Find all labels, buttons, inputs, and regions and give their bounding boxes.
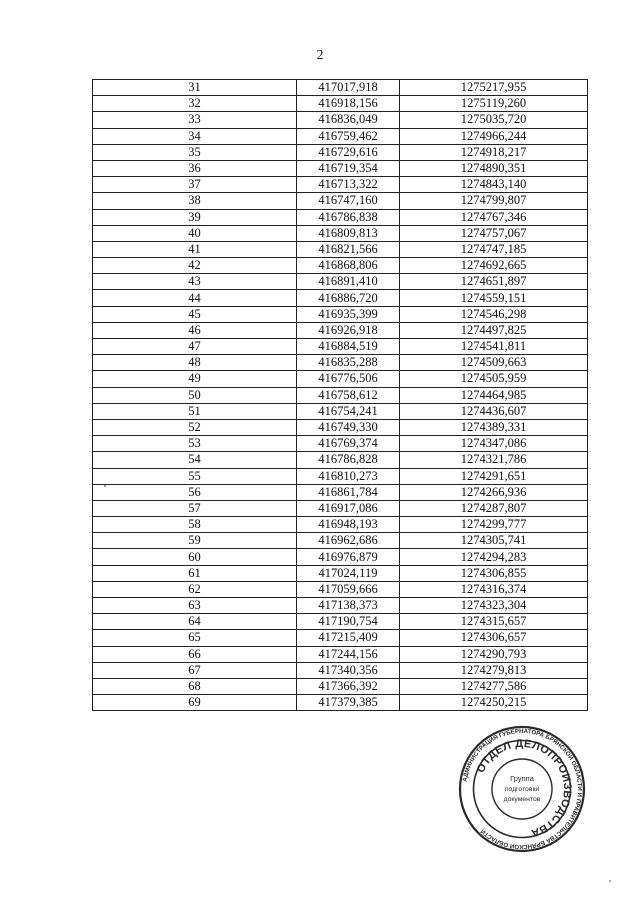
table-row: [93, 193, 588, 209]
x-coordinate-cell: 416713,322: [297, 177, 400, 193]
table-row: [93, 630, 588, 646]
point-number-cell: 68: [93, 678, 297, 694]
table-row: [93, 598, 588, 614]
table-row: [93, 419, 588, 435]
table-row: [93, 452, 588, 468]
y-coordinate-cell: 1274291,651: [400, 468, 588, 484]
x-coordinate-cell: 416810,273: [297, 468, 400, 484]
coordinates-table: [92, 79, 588, 711]
point-number-cell: 43: [93, 274, 297, 290]
x-coordinate-cell: 416758,612: [297, 387, 400, 403]
point-number-cell: 34: [93, 128, 297, 144]
coordinates-table-body: [93, 80, 588, 711]
table-row: [93, 678, 588, 694]
table-row: [93, 112, 588, 128]
point-number-cell: 52: [93, 419, 297, 435]
point-number-cell: 63: [93, 598, 297, 614]
point-number-cell: 54: [93, 452, 297, 468]
table-row: [93, 371, 588, 387]
table-row: [93, 646, 588, 662]
x-coordinate-cell: 416926,918: [297, 322, 400, 338]
y-coordinate-cell: 1274321,786: [400, 452, 588, 468]
point-number-cell: 62: [93, 581, 297, 597]
table-row: [93, 387, 588, 403]
point-number-cell: 49: [93, 371, 297, 387]
table-row: [93, 662, 588, 678]
y-coordinate-cell: 1274294,283: [400, 549, 588, 565]
y-coordinate-cell: 1274306,855: [400, 565, 588, 581]
table-row: [93, 403, 588, 419]
table-row: [93, 258, 588, 274]
table-row: [93, 290, 588, 306]
y-coordinate-cell: 1274497,825: [400, 322, 588, 338]
point-number-cell: 55: [93, 468, 297, 484]
point-number-cell: 33: [93, 112, 297, 128]
x-coordinate-cell: 416917,086: [297, 500, 400, 516]
y-coordinate-cell: 1274757,067: [400, 225, 588, 241]
point-number-cell: 64: [93, 614, 297, 630]
table-row: [93, 241, 588, 257]
point-number-cell: 59: [93, 533, 297, 549]
scan-speck: [609, 880, 611, 882]
table-row: [93, 549, 588, 565]
x-coordinate-cell: 416747,160: [297, 193, 400, 209]
y-coordinate-cell: 1274389,331: [400, 419, 588, 435]
table-row: [93, 306, 588, 322]
x-coordinate-cell: 416935,399: [297, 306, 400, 322]
x-coordinate-cell: 416868,806: [297, 258, 400, 274]
point-number-cell: 67: [93, 662, 297, 678]
y-coordinate-cell: 1274323,304: [400, 598, 588, 614]
x-coordinate-cell: 416836,049: [297, 112, 400, 128]
table-row: [93, 436, 588, 452]
x-coordinate-cell: 417017,918: [297, 80, 400, 96]
table-row: [93, 144, 588, 160]
x-coordinate-cell: 416918,156: [297, 96, 400, 112]
y-coordinate-cell: 1274277,586: [400, 678, 588, 694]
x-coordinate-cell: 416861,784: [297, 484, 400, 500]
y-coordinate-cell: 1274843,140: [400, 177, 588, 193]
stamp-center-line-3: документов: [503, 796, 541, 803]
point-number-cell: 48: [93, 355, 297, 371]
x-coordinate-cell: 417190,754: [297, 614, 400, 630]
point-number-cell: 58: [93, 517, 297, 533]
y-coordinate-cell: 1274306,657: [400, 630, 588, 646]
point-number-cell: 65: [93, 630, 297, 646]
stamp-center-line-1: Группа: [510, 774, 534, 783]
official-seal-stamp: [458, 725, 586, 853]
point-number-cell: 57: [93, 500, 297, 516]
x-coordinate-cell: 416884,519: [297, 339, 400, 355]
table-row: [93, 80, 588, 96]
point-number-cell: 40: [93, 225, 297, 241]
point-number-cell: 56: [93, 484, 297, 500]
point-number-cell: 60: [93, 549, 297, 565]
table-row: [93, 468, 588, 484]
table-row: [93, 274, 588, 290]
x-coordinate-cell: 417024,119: [297, 565, 400, 581]
table-row: [93, 128, 588, 144]
point-number-cell: 44: [93, 290, 297, 306]
point-number-cell: 38: [93, 193, 297, 209]
x-coordinate-cell: 416786,828: [297, 452, 400, 468]
stamp-outer-text: АДМИНИСТРАЦИЯ ГУБЕРНАТОРА БРЯНСКОЙ ОБЛАСТИ И ПРАВИТЕЛЬСТВА БРЯНСКОЙ ОБЛАСТИ: [461, 727, 584, 851]
y-coordinate-cell: 1274279,813: [400, 662, 588, 678]
point-number-cell: 35: [93, 144, 297, 160]
x-coordinate-cell: 416754,241: [297, 403, 400, 419]
table-row: [93, 160, 588, 176]
x-coordinate-cell: 417138,373: [297, 598, 400, 614]
x-coordinate-cell: 417366,392: [297, 678, 400, 694]
y-coordinate-cell: 1274464,985: [400, 387, 588, 403]
x-coordinate-cell: 416729,616: [297, 144, 400, 160]
table-row: [93, 565, 588, 581]
x-coordinate-cell: 416886,720: [297, 290, 400, 306]
point-number-cell: 31: [93, 80, 297, 96]
y-coordinate-cell: 1274436,607: [400, 403, 588, 419]
y-coordinate-cell: 1274692,665: [400, 258, 588, 274]
point-number-cell: 36: [93, 160, 297, 176]
table-row: [93, 225, 588, 241]
x-coordinate-cell: 417244,156: [297, 646, 400, 662]
point-number-cell: 69: [93, 695, 297, 711]
y-coordinate-cell: 1274250,215: [400, 695, 588, 711]
scan-speck: [104, 485, 106, 487]
table-row: [93, 581, 588, 597]
table-row: [93, 484, 588, 500]
table-row: [93, 209, 588, 225]
x-coordinate-cell: 417215,409: [297, 630, 400, 646]
x-coordinate-cell: 416962,686: [297, 533, 400, 549]
table-row: [93, 500, 588, 516]
y-coordinate-cell: 1274651,897: [400, 274, 588, 290]
y-coordinate-cell: 1274316,374: [400, 581, 588, 597]
y-coordinate-cell: 1274266,936: [400, 484, 588, 500]
y-coordinate-cell: 1274890,351: [400, 160, 588, 176]
x-coordinate-cell: 416786,838: [297, 209, 400, 225]
table-row: [93, 614, 588, 630]
x-coordinate-cell: 416891,410: [297, 274, 400, 290]
point-number-cell: 53: [93, 436, 297, 452]
x-coordinate-cell: 416976,879: [297, 549, 400, 565]
x-coordinate-cell: 416769,374: [297, 436, 400, 452]
point-number-cell: 41: [93, 241, 297, 257]
y-coordinate-cell: 1274918,217: [400, 144, 588, 160]
x-coordinate-cell: 417340,356: [297, 662, 400, 678]
y-coordinate-cell: 1274505,959: [400, 371, 588, 387]
x-coordinate-cell: 416809,813: [297, 225, 400, 241]
point-number-cell: 51: [93, 403, 297, 419]
y-coordinate-cell: 1274747,185: [400, 241, 588, 257]
y-coordinate-cell: 1275217,955: [400, 80, 588, 96]
x-coordinate-cell: 416749,330: [297, 419, 400, 435]
x-coordinate-cell: 416719,354: [297, 160, 400, 176]
table-row: [93, 533, 588, 549]
x-coordinate-cell: 416759,462: [297, 128, 400, 144]
point-number-cell: 42: [93, 258, 297, 274]
y-coordinate-cell: 1274767,346: [400, 209, 588, 225]
y-coordinate-cell: 1274287,807: [400, 500, 588, 516]
y-coordinate-cell: 1274559,151: [400, 290, 588, 306]
x-coordinate-cell: 417059,666: [297, 581, 400, 597]
table-row: [93, 339, 588, 355]
point-number-cell: 46: [93, 322, 297, 338]
point-number-cell: 66: [93, 646, 297, 662]
stamp-inner-text: ОТДЕЛ ДЕЛОПРОИЗВОДСТВА: [474, 737, 574, 839]
point-number-cell: 50: [93, 387, 297, 403]
point-number-cell: 61: [93, 565, 297, 581]
page-number: 2: [316, 48, 324, 63]
x-coordinate-cell: 416835,288: [297, 355, 400, 371]
y-coordinate-cell: 1274966,244: [400, 128, 588, 144]
table-row: [93, 517, 588, 533]
point-number-cell: 47: [93, 339, 297, 355]
y-coordinate-cell: 1274546,298: [400, 306, 588, 322]
x-coordinate-cell: 416776,506: [297, 371, 400, 387]
y-coordinate-cell: 1275035,720: [400, 112, 588, 128]
x-coordinate-cell: 416948,193: [297, 517, 400, 533]
x-coordinate-cell: 416821,566: [297, 241, 400, 257]
y-coordinate-cell: 1274290,793: [400, 646, 588, 662]
y-coordinate-cell: 1274305,741: [400, 533, 588, 549]
y-coordinate-cell: 1274509,663: [400, 355, 588, 371]
point-number-cell: 45: [93, 306, 297, 322]
table-row: [93, 355, 588, 371]
y-coordinate-cell: 1274541,811: [400, 339, 588, 355]
y-coordinate-cell: 1274299,777: [400, 517, 588, 533]
y-coordinate-cell: 1274347,086: [400, 436, 588, 452]
table-row: [93, 695, 588, 711]
x-coordinate-cell: 417379,385: [297, 695, 400, 711]
point-number-cell: 39: [93, 209, 297, 225]
y-coordinate-cell: 1274315,657: [400, 614, 588, 630]
table-row: [93, 96, 588, 112]
point-number-cell: 32: [93, 96, 297, 112]
point-number-cell: 37: [93, 177, 297, 193]
y-coordinate-cell: 1274799,807: [400, 193, 588, 209]
stamp-center-line-2: подготовки: [504, 786, 540, 793]
table-row: [93, 177, 588, 193]
y-coordinate-cell: 1275119,260: [400, 96, 588, 112]
table-row: [93, 322, 588, 338]
